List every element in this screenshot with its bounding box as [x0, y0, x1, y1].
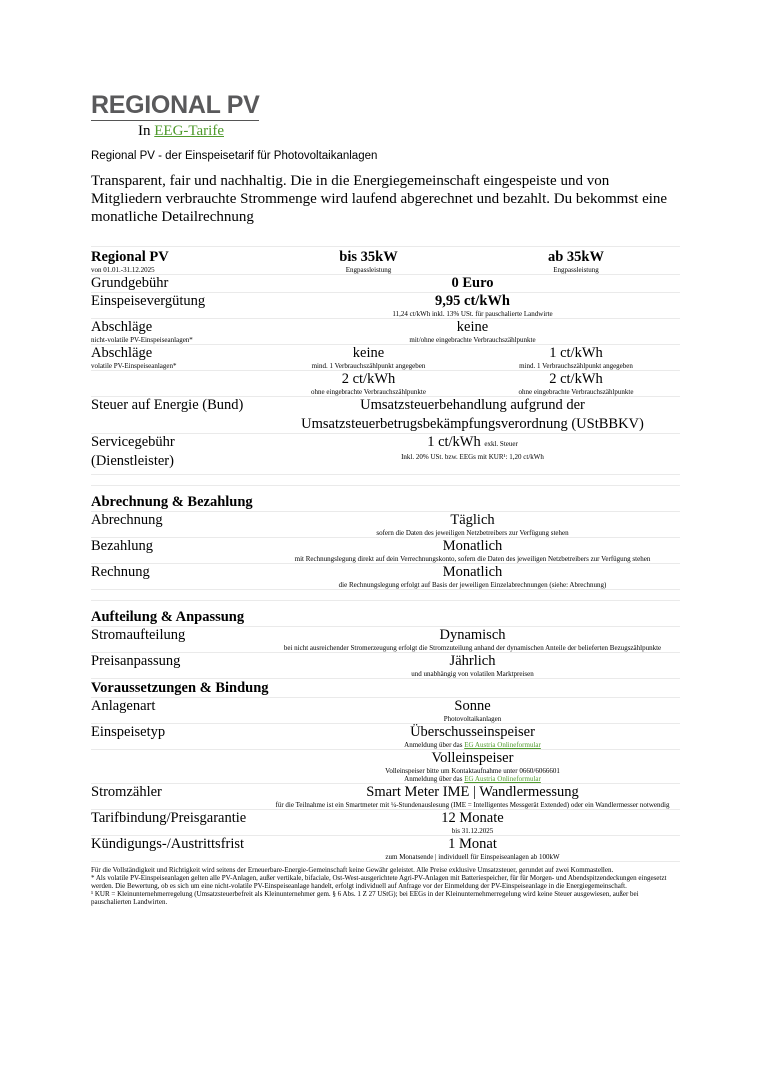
label-anlagenart: Anlagenart [91, 698, 156, 714]
col-header-ab: ab 35kW [547, 249, 604, 265]
category-prefix: In [138, 123, 151, 139]
value-stromzaehler: Smart Meter IME | Wandlermessung [366, 784, 579, 800]
label-grundgebuehr: Grundgebühr [91, 275, 169, 291]
value-steuer-line1: Umsatzsteuerbehandlung aufgrund der [360, 397, 585, 413]
section-title-aufteilung: Aufteilung & Anpassung [91, 609, 245, 625]
footnote-volatile: * Als volatile PV-Einspeiseanlagen gelten alle PV-Anlagen, außer vertikale, bifaciale, Ost-West-ausgerichtete Agri-PV-Anlagen mit Batteriespeicher, für für Morgen- und Abendspitzendeckungen eingesetzt werden. Die Bewertung, ob es sich um eine nicht-volatile PV-Einspeiseanlage handelt, erfolgt individuell auf Anfrage vor der Einmeldung der PV-Einspeiseanlage in die Energiegemeinschaft. [91, 874, 667, 890]
note-einspeiseverguetung: 11,24 ct/kWh inkl. 13% USt. für pauschalierte Landwirte [392, 310, 553, 318]
label-stromzaehler: Stromzähler [91, 784, 162, 800]
label-einspeiseverguetung: Einspeisevergütung [91, 293, 206, 309]
note-preisanpassung: und unabhängig von volatilen Marktpreisen [411, 670, 534, 678]
value-volleinspeiser: Volleinspeiser [431, 750, 514, 766]
note-volleinspeiser [265, 775, 680, 783]
note-abschlaege-volatil-bis: mind. 1 Verbrauchszählpunkt angegeben [311, 362, 426, 370]
table-header-row [91, 247, 680, 275]
note-tarifbindung: bis 31.12.2025 [451, 827, 494, 835]
footnotes [91, 866, 680, 906]
tariff-period: von 01.01.-31.12.2025 [91, 266, 155, 274]
footnote-kur: ¹ KUR = Kleinunternehmerregelung (Umsatzsteuerbefreit als Kleinunternehmer gem. § 6 Abs. 1 Z 27 UStG); bei EEGs in der Kleinunternehmerregelung wird keine Steuer ausgewiesen, außer bei pauschalierten Landwirten. [91, 890, 639, 906]
note-abschlaege-ohne-ab: ohne eingebrachte Verbrauchszählpunkte [518, 388, 634, 396]
section-voraussetzungen [91, 679, 680, 698]
note-stromzaehler: für die Teilnahme ist ein Smartmeter mit ¼-Stundenauslesung (IME = Intelligentes Messgerät Extended) oder ein Wandlermesser notwendig [275, 801, 670, 809]
brand-underline [91, 120, 259, 121]
value-servicegebuehr-suffix: exkl. Steuer [484, 440, 518, 448]
value-abschlaege-volatil-ab: 1 ct/kWh [549, 345, 603, 361]
label-abschlaege-volatil: Abschläge [91, 345, 153, 361]
row-stromaufteilung [91, 627, 680, 653]
section-abrechnung [91, 486, 680, 512]
row-tarifbindung [91, 810, 680, 836]
note-anlagenart: Photovoltaikanlagen [443, 715, 502, 723]
label-preisanpassung: Preisanpassung [91, 653, 181, 669]
note-abrechnung: sofern die Daten des jeweiligen Netzbetreibers zur Verfügung stehen [376, 529, 569, 537]
note-kuendigung: zum Monatsende | individuell für Einspeiseanlagen ab 100kW [385, 853, 560, 861]
value-einspeiseverguetung: 9,95 ct/kWh [435, 293, 510, 309]
note-einspeisetyp [265, 741, 680, 749]
note-servicegebuehr: Inkl. 20% USt. bzw. EEGs mit KUR¹: 1,20 ct/kWh [401, 453, 544, 461]
row-steuer [91, 397, 680, 434]
note-abschlaege-volatil-ab: mind. 1 Verbrauchszählpunkt angegeben [519, 362, 633, 370]
value-tarifbindung: 12 Monate [441, 810, 504, 826]
note-abschlaege-ohne-bis: ohne eingebrachte Verbrauchszählpunkte [311, 388, 426, 396]
label-bezahlung: Bezahlung [91, 538, 154, 554]
label-kuendigung: Kündigungs-/Austrittsfrist [91, 836, 245, 852]
row-volleinspeiser [91, 750, 680, 784]
note-bezahlung: mit Rechnungslegung direkt auf dein Verrechnungskonto, sofern die Daten des jeweiligen Netzbetreibers zur Verfügung stehen [294, 555, 651, 563]
row-einspeiseverguetung [91, 293, 680, 319]
note-stromaufteilung: bei nicht ausreichender Stromerzeugung erfolgt die Stromzuteilung anhand der dynamischen Anteile der belieferten Bezugszählpunkte [283, 644, 662, 652]
value-einspeisetyp: Überschusseinspeiser [410, 724, 535, 740]
label-stromaufteilung: Stromaufteilung [91, 627, 186, 643]
col-header-bis-sub: Engpassleistung [345, 266, 392, 274]
brand-title: REGIONAL PV [91, 91, 260, 119]
note-volleinspeiser-contact: Volleinspeiser bitte um Kontaktaufnahme unter 0660/6066601 [385, 767, 560, 775]
row-stromzaehler [91, 784, 680, 810]
col-header-bis: bis 35kW [339, 249, 398, 265]
value-grundgebuehr: 0 Euro [451, 275, 494, 291]
page-subtitle: Regional PV - der Einspeisetarif für Photovoltaikanlagen [91, 150, 378, 162]
col-header-ab-sub: Engpassleistung [553, 266, 599, 274]
row-rechnung [91, 564, 680, 590]
row-abschlaege-nicht-volatil [91, 319, 680, 345]
label-servicegebuehr: Servicegebühr [91, 434, 175, 450]
row-kuendigung [91, 836, 680, 862]
row-abschlaege-volatil-ohne [91, 371, 680, 397]
row-anlagenart [91, 698, 680, 724]
value-servicegebuehr: 1 ct/kWh [427, 434, 481, 450]
value-steuer-line2: Umsatzsteuerbetrugsbekämpfungsverordnung (UStBBKV) [301, 416, 644, 432]
value-bezahlung: Monatlich [442, 538, 503, 554]
value-abschlaege-volatil-bis: keine [352, 345, 385, 361]
label-tarifbindung: Tarifbindung/Preisgarantie [91, 810, 247, 826]
label-einspeisetyp: Einspeisetyp [91, 724, 166, 740]
tariff-name: Regional PV [91, 249, 169, 265]
section-title-voraussetzungen: Voraussetzungen & Bindung [91, 680, 269, 696]
spacer-row [91, 475, 680, 486]
category-link[interactable]: EEG-Tarife [154, 123, 224, 139]
row-preisanpassung [91, 653, 680, 679]
label-dienstleister: (Dienstleister) [91, 453, 174, 469]
row-grundgebuehr [91, 275, 680, 293]
value-abschlaege: keine [456, 319, 489, 335]
row-servicegebuehr [91, 434, 680, 475]
value-abschlaege-ohne-bis: 2 ct/kWh [341, 371, 396, 387]
label-rechnung: Rechnung [91, 564, 150, 580]
intro-text: Transparent, fair und nachhaltig. Die in die Energiegemeinschaft eingespeiste und von Mitgliedern verbrauchte Strommenge wird laufend abgerechnet und bezahlt. Du bekommst eine monatliche Detailrechnung [91, 173, 668, 225]
value-preisanpassung: Jährlich [449, 653, 496, 669]
sublabel-abschlaege: nicht-volatile PV-Einspeiseanlagen* [91, 336, 193, 344]
page [91, 92, 680, 906]
note-einspeisetyp-prefix: Anmeldung über das [404, 741, 463, 749]
label-steuer: Steuer auf Energie (Bund) [91, 397, 244, 413]
row-bezahlung [91, 538, 680, 564]
value-rechnung: Monatlich [442, 564, 503, 580]
onlineformular-link-volleinspeiser[interactable]: EG Austria Onlineformular [464, 775, 541, 783]
tariff-table [91, 246, 680, 862]
spacer-row [91, 590, 680, 601]
value-servicegebuehr-line [265, 434, 680, 453]
row-einspeisetyp [91, 724, 680, 750]
onlineformular-link[interactable]: EG Austria Onlineformular [464, 741, 541, 749]
value-abschlaege-ohne-ab: 2 ct/kWh [549, 371, 603, 387]
sublabel-abschlaege-volatil: volatile PV-Einspeiseanlagen* [91, 362, 177, 370]
note-abschlaege: mit/ohne eingebrachte Verbrauchszählpunkte [409, 336, 536, 344]
footnote-disclaimer: Für die Vollständigkeit und Richtigkeit wird seitens der Erneuerbare-Energie-Gemeinschaft keine Gewähr geleistet. Alle Preise exklusive Umsatzsteuer, gerundet auf zwei Kommastellen. [91, 866, 614, 874]
section-title-abrechnung: Abrechnung & Bezahlung [91, 494, 253, 510]
value-stromaufteilung: Dynamisch [439, 627, 506, 643]
row-abschlaege-volatil [91, 345, 680, 371]
label-abschlaege: Abschläge [91, 319, 153, 335]
row-abrechnung [91, 512, 680, 538]
value-kuendigung: 1 Monat [448, 836, 497, 852]
value-anlagenart: Sonne [454, 698, 491, 714]
note-rechnung: die Rechnungslegung erfolgt auf Basis der jeweiligen Einzelabrechnungen (siehe: Abrechnung) [338, 581, 607, 589]
note-volleinspeiser-prefix: Anmeldung über das [404, 775, 463, 783]
section-aufteilung [91, 601, 680, 627]
value-abrechnung: Täglich [450, 512, 495, 528]
label-abrechnung: Abrechnung [91, 512, 163, 528]
category-line [138, 122, 680, 140]
